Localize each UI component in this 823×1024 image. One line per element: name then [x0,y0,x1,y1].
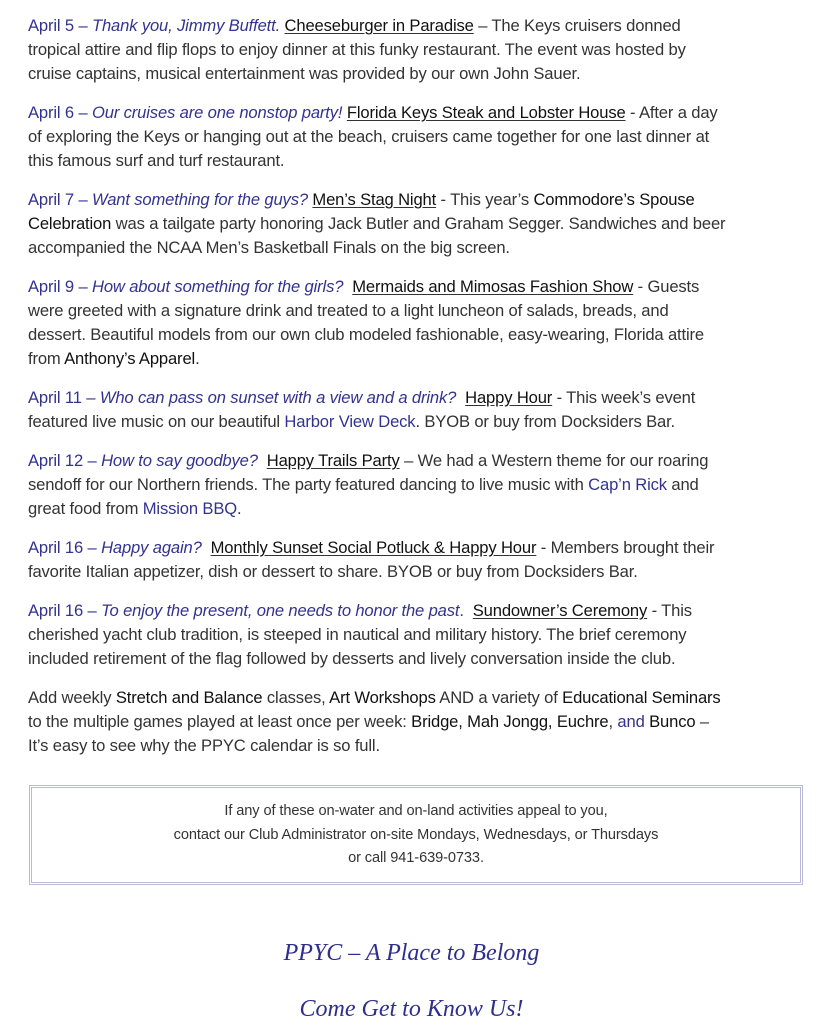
summary-text: – [695,712,709,731]
event-text: featured live music on our beautiful [28,412,285,431]
summary-paragraph [28,686,818,758]
paragraph-line [28,188,818,212]
contact-phone-line: or call 941-639-0733. [348,850,484,866]
event-title: Monthly Sunset Social Potluck & Happy Hour [210,538,537,557]
event-paragraph [28,14,818,86]
event-date: April 11 – [28,388,100,407]
event-paragraph [28,101,818,173]
event-paragraph [28,188,818,260]
event-date: April 16 – [28,538,102,557]
event-date: April 9 – [28,277,92,296]
venue-name: Harbor View Deck [284,412,416,431]
event-text: accompanied the NCAA Men’s Basketball Finals on the big screen. [28,238,510,257]
event-title: Florida Keys Steak and Lobster House [346,103,626,122]
paragraph-line [28,686,818,710]
event-text: - After a day [625,103,718,122]
highlighted-term: Commodore’s Spouse [533,190,695,209]
event-title: Happy Trails Party [266,451,400,470]
event-tagline: Happy again? [101,538,202,557]
event-text: - This year’s [436,190,534,209]
paragraph-line [28,497,818,521]
paragraph-line [28,449,818,473]
event-text: – The Keys cruisers donned [473,16,681,35]
event-tagline: How about something for the girls? [91,277,344,296]
activity-name: Stretch and Balance [115,688,263,707]
club-tagline: PPYC – A Place to Belong [283,940,540,966]
event-text: were greeted with a signature drink and treated to a light luncheon of salads, breads, and [28,301,669,320]
summary-text: classes, [262,688,330,707]
contact-text [32,788,800,871]
event-tagline: Want something for the guys? [91,190,308,209]
event-paragraph [28,275,818,371]
activity-name: Educational Seminars [562,688,721,707]
event-text: and [666,475,699,494]
event-title: Men’s Stag Night [312,190,437,209]
event-text: cruise captains, musical entertainment was provided by our own John Sauer. [28,64,581,83]
event-date: April 7 – [28,190,92,209]
event-paragraph [28,449,818,521]
event-date: April 6 – [28,103,92,122]
event-tagline: Our cruises are one nonstop party! [91,103,343,122]
event-text: – We had a Western theme for our roaring [399,451,709,470]
contact-line: contact our Club Administrator on-site Mondays, Wednesdays, or Thursdays [173,826,659,843]
paragraph-line [28,275,818,299]
highlighted-term: Anthony’s Apparel [64,349,196,368]
event-paragraph [28,386,818,434]
event-text: - Members brought their [536,538,715,557]
event-text: this famous surf and turf restaurant. [28,151,285,170]
event-text: tropical attire and flip flops to enjoy dinner at this funky restaurant. The event was hosted by [28,40,686,59]
event-tagline: How to say goodbye? [101,451,258,470]
event-text: cherished yacht club tradition, is steeped in nautical and military history. The brief ceremony [28,625,687,644]
event-text: dessert. Beautiful models from our own club modeled fashionable, easy-wearing, Florida attire [28,325,704,344]
summary-text: , [608,712,618,731]
summary-text: Add weekly [28,688,116,707]
event-paragraph [28,536,818,584]
paragraph-line [28,473,818,497]
paragraph-line [28,536,818,560]
highlighted-term: Celebration [28,214,112,233]
event-text: . BYOB or buy from Docksiders Bar. [415,412,676,431]
event-tagline-end: . [459,601,464,620]
event-text: from [28,349,65,368]
event-text: - This [647,601,692,620]
paragraph-line [28,347,818,371]
contact-box [29,785,803,885]
event-date: April 16 – [28,601,102,620]
paragraph-line [28,710,818,734]
event-text: . [195,349,200,368]
games-list: Bridge, Mah Jongg, Euchre [411,712,609,731]
summary-text: to the multiple games played at least once per week: [28,712,412,731]
event-text: was a tailgate party honoring Jack Butler and Graham Segger. Sandwiches and beer [111,214,726,233]
event-text: . [237,499,242,518]
paragraph-line [28,212,818,236]
event-title: Cheeseburger in Paradise [284,16,474,35]
paragraph-line [28,101,818,125]
event-tagline: Thank you, Jimmy Buffett. [91,16,281,35]
paragraph-line [28,386,818,410]
event-tagline: Who can pass on sunset with a view and a drink? [99,388,457,407]
event-text: - Guests [633,277,700,296]
event-text: included retirement of the flag followed by desserts and lively conversation inside the club. [28,649,676,668]
event-text: - This week’s event [552,388,696,407]
events-list [28,14,818,773]
event-paragraph [28,599,818,671]
event-text: of exploring the Keys or hanging out at the beach, cruisers came together for one last dinner at [28,127,710,146]
performer-name: Cap’n Rick [588,475,667,494]
summary-text: It’s easy to see why the PPYC calendar is so full. [28,736,380,755]
event-title: Sundowner’s Ceremony [472,601,648,620]
game-name: Bunco [649,712,696,731]
event-text: great food from [28,499,143,518]
event-text: favorite Italian appetizer, dish or dessert to share. BYOB or buy from Docksiders Bar. [28,562,638,581]
summary-text: AND a variety of [435,688,563,707]
call-to-action: Come Get to Know Us! [299,996,524,1022]
event-text: sendoff for our Northern friends. The party featured dancing to live music with [28,475,589,494]
paragraph-line [28,410,818,434]
event-date: April 5 – [28,16,92,35]
event-title: Happy Hour [465,388,553,407]
activity-name: Art Workshops [329,688,436,707]
caterer-name: Mission BBQ [142,499,238,518]
summary-conjunction: and [617,712,645,731]
paragraph-line [28,599,818,623]
event-title: Mermaids and Mimosas Fashion Show [352,277,634,296]
contact-line: If any of these on-water and on-land activities appeal to you, [224,803,608,819]
event-date: April 12 – [28,451,102,470]
event-tagline: To enjoy the present, one needs to honor the past [101,601,460,620]
paragraph-line [28,14,818,38]
